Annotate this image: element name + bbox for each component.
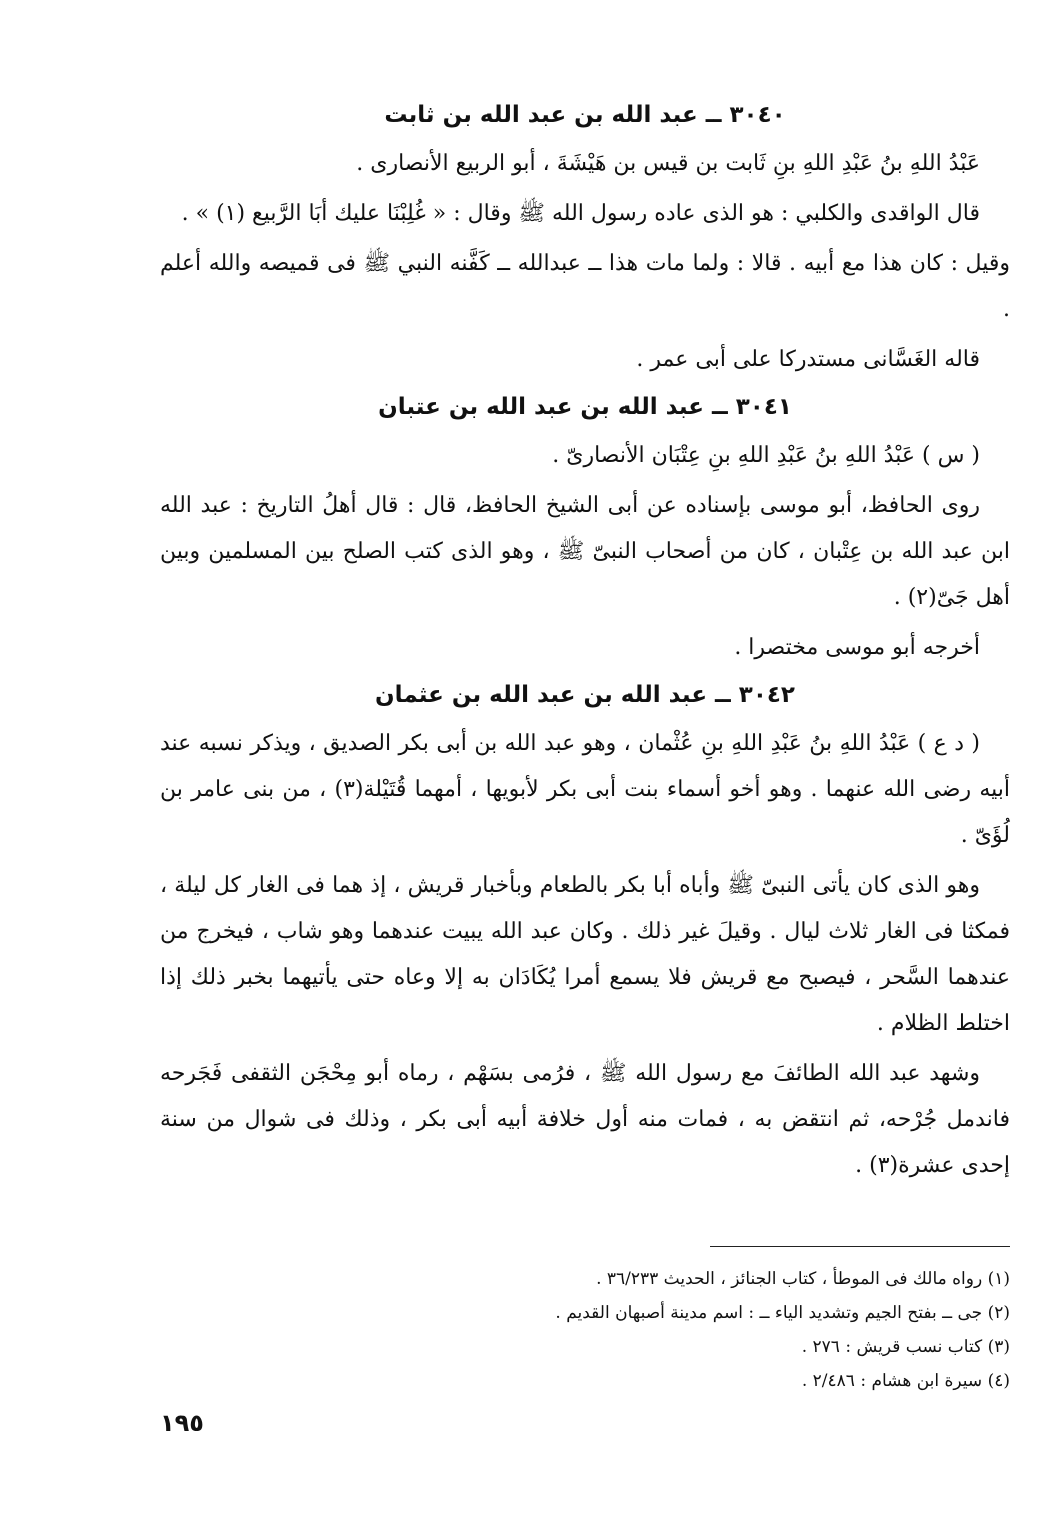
entry-title: ٣٠٤٢ ــ عبد الله بن عبد الله بن عثمان xyxy=(375,682,795,708)
footnotes-divider xyxy=(710,1246,1010,1247)
footnote-4: (٤) سيرة ابن هشام : ٢/٤٨٦ . xyxy=(801,1371,1010,1391)
entry-name-line: عَبْدُ اللهِ بنُ عَبْدِ اللهِ بنِ ثَابت بن قيس بن هَيْشَةَ ، أبو الربيع الأنصارى . xyxy=(356,151,980,176)
footnote-2: (٢) جى ــ بفتح الجيم وتشديد الياء ــ : اسم مدينة أصبهان القديم . xyxy=(555,1303,1010,1323)
book-page xyxy=(160,95,1010,1193)
footnote-1: (١) رواه مالك فى الموطأ ، كتاب الجنائز ، الحديث ٣٦/٢٣٣ . xyxy=(596,1269,1010,1289)
entry-name-line: ( س ) عَبْدُ اللهِ بنُ عَبْدِ اللهِ بنِ عِتْبَان الأنصارىّ . xyxy=(552,443,980,468)
entry-paragraph: وقيل : كان هذا مع أبيه . قالا : ولما مات هذا ــ عبدالله ــ كَفَّنه النبي ﷺ فى قميصه والله أعلم . xyxy=(160,251,1010,322)
page-number: ١٩٥ xyxy=(160,1409,204,1437)
entry-title: ٣٠٤٠ ــ عبد الله بن عبد الله بن ثابت xyxy=(384,102,786,128)
entry-paragraph: قال الواقدى والكلبي : هو الذى عاده رسول الله ﷺ وقال : « غُلِبْنَا عليك أبَا الرَّبيع (١) » . xyxy=(181,201,980,226)
entry-paragraph: قاله الغَسَّانى مستدركا على أبى عمر . xyxy=(636,347,980,372)
entry-3041 xyxy=(160,387,1010,671)
footnote-3: (٣) كتاب نسب قريش : ٢٧٦ . xyxy=(801,1337,1010,1357)
entry-3040 xyxy=(160,95,1010,383)
entry-name-line: ( د ع ) عَبْدُ اللهِ بنُ عَبْدِ اللهِ بنِ عُثْمان ، وهو عبد الله بن أبى بكر الصديق ، ويذكر نسبه عند أبيه رضى الله عنهما . وهو أخو أسماء بنت أبى بكر لأبويها ، أمهما قُتَيْلة(٣) ، من بنى عامر بن لُؤَىّ . xyxy=(160,731,1011,848)
entry-paragraph: أخرجه أبو موسى مختصرا . xyxy=(734,635,980,660)
entry-title: ٣٠٤١ ــ عبد الله بن عبد الله بن عتبان xyxy=(378,394,792,420)
entry-paragraph: وهو الذى كان يأتى النبىّ ﷺ وأباه أبا بكر بالطعام وبأخبار قريش ، إذ هما فى الغار كل ليلة ، فمكثا فى الغار ثلاث ليال . وقيلَ غير ذلك . وكان عبد الله يبيت عندهما وهو شاب ، فيخرج من عندهما السَّحر ، فيصبح مع قريش فلا يسمع أمرا يُكَادَان به إلا وعاه حتى يأتيهما بخبر ذلك إذا اختلط الظلام . xyxy=(160,873,1010,1036)
entry-paragraph: روى الحافظ، أبو موسى بإسناده عن أبى الشيخ الحافظ، قال : قال أهلُ التاريخ : عبد الله ابن عبد الله بن عِتْبان ، كان من أصحاب النبىّ ﷺ ، وهو الذى كتب الصلح بين المسلمين وبين أهل جَىّ(٢) . xyxy=(160,493,1010,610)
footnotes xyxy=(500,1262,1010,1398)
entry-3042 xyxy=(160,675,1010,1189)
entry-paragraph: وشهد عبد الله الطائفَ مع رسول الله ﷺ ، فرُمى بسَهْم ، رماه أبو مِحْجَن الثقفى فَجَرحه فاندمل جُرْحه، ثم انتقض به ، فمات منه أول خلافة أبيه أبى بكر ، وذلك فى شوال من سنة إحدى عشرة(٣) . xyxy=(160,1061,1010,1178)
